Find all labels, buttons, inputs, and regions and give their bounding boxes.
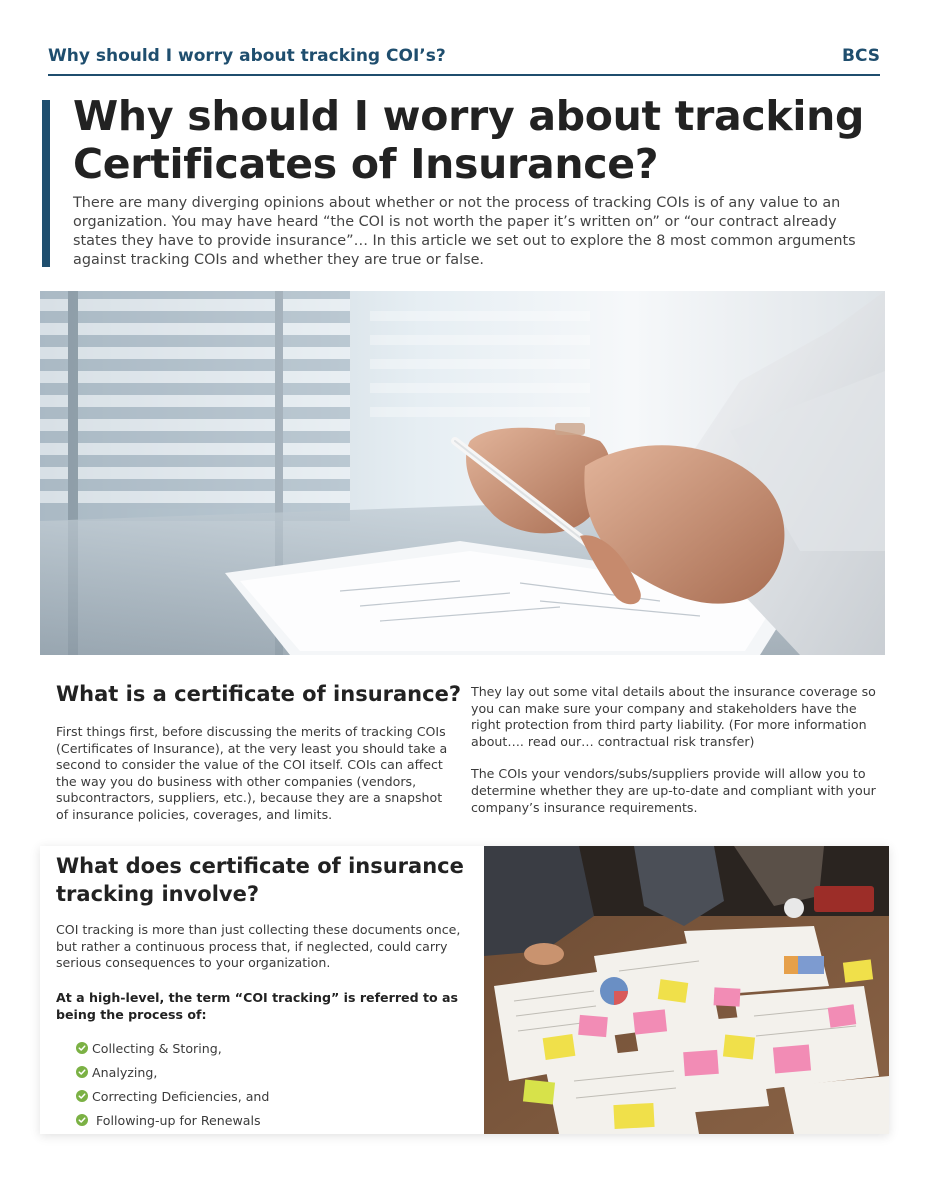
article-intro: There are many diverging opinions about whether or not the process of tracking COIs is of any value to an organization. You may have heard “the COI is not worth the paper it’s written on” or “our contract already states they have to provide insurance”… In this article we set out to explore the 8 most common arguments against tracking COIs and whether they are true or false. xyxy=(73,195,856,268)
hero-photo-signing-document xyxy=(40,291,885,655)
title-accent-bar xyxy=(42,100,50,267)
section1-title: What is a certificate of insurance? xyxy=(56,682,462,706)
header-brand: BCS xyxy=(842,46,880,66)
article-title-line1: Why should I worry about tracking xyxy=(73,92,865,140)
section1-right-paragraph-1: They lay out some vital details about the insurance coverage so you can make sure your company and stakeholders have the right protection from third party liability. (For more information about…. read our… contractual risk transfer) xyxy=(471,684,876,749)
header-title: Why should I worry about tracking COI’s? xyxy=(48,46,446,66)
check-circle-icon xyxy=(76,1114,88,1126)
section2-title: What does certificate of insurance tracking involve? xyxy=(56,854,464,906)
checklist-item xyxy=(76,1108,456,1132)
checklist-item xyxy=(76,1060,456,1084)
checklist-item-label: Collecting & Storing, xyxy=(92,1040,222,1056)
check-circle-icon xyxy=(76,1042,88,1054)
section2-body: COI tracking is more than just collecting these documents once, but rather a continuous process that, if neglected, could carry serious consequences to your organization. xyxy=(56,922,461,971)
section2-lead: At a high-level, the term “COI tracking” is referred to as being the process of: xyxy=(56,990,459,1022)
checklist-item xyxy=(76,1036,456,1060)
section1-body: First things first, before discussing the merits of tracking COIs (Certificates of Insurance), at the very least you should take a second to consider the value of the COI itself. COIs can affect the way you do business with other companies (vendors, subcontractors, suppliers, etc.), because they are a snapshot of insurance policies, coverages, and limits. xyxy=(56,724,448,822)
page-header xyxy=(48,46,880,76)
checklist-item xyxy=(76,1084,456,1108)
article-title xyxy=(73,92,873,188)
check-circle-icon xyxy=(76,1090,88,1102)
check-circle-icon xyxy=(76,1066,88,1078)
section1-right-paragraph-2: The COIs your vendors/subs/suppliers provide will allow you to determine whether they are up-to-date and compliant with your company’s insurance requirements. xyxy=(471,766,876,815)
section2-checklist xyxy=(76,1036,456,1132)
article-title-line2: Certificates of Insurance? xyxy=(73,140,659,188)
checklist-item-label: Analyzing, xyxy=(92,1064,158,1080)
checklist-item-label: Correcting Deficiencies, and xyxy=(92,1088,270,1104)
checklist-item-label: Following-up for Renewals xyxy=(92,1112,261,1128)
team-reviewing-documents-photo xyxy=(484,846,889,1134)
section1-right-column xyxy=(471,684,881,816)
